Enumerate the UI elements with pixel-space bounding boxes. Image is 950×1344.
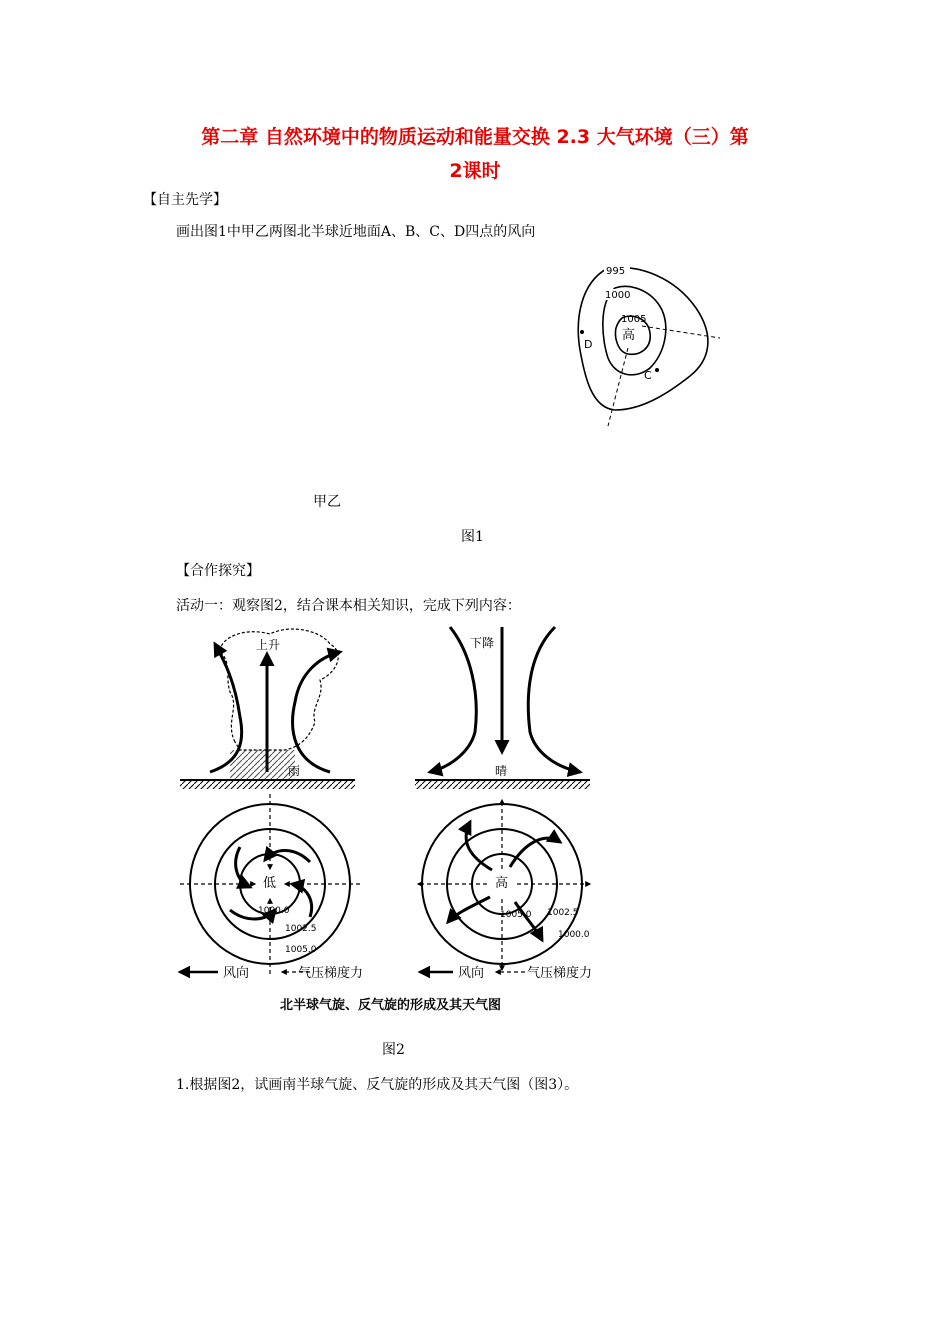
document-title [120, 120, 830, 188]
anticyclone-isobar-1: 1005.0 [500, 910, 532, 920]
figure-1-sub-labels: 甲乙 [313, 494, 341, 510]
rise-label: 上升 [256, 638, 281, 652]
isobar-label-1005: 1005 [621, 314, 647, 325]
isobar-label-995: 995 [606, 266, 626, 277]
cyclone-isobar-1: 1000.0 [258, 906, 290, 916]
figure-2-cyclone-diagram [170, 622, 620, 1022]
high-pressure-center: 高 [622, 328, 636, 343]
legend-wind-label-2: 风向 [458, 966, 485, 981]
low-pressure-center: 低 [263, 876, 277, 891]
sink-label: 下降 [470, 636, 495, 650]
legend-pgf-label: 气压梯度力 [298, 966, 364, 981]
legend-pgf-label-2: 气压梯度力 [527, 966, 593, 981]
cyclone-isobar-3: 1005.0 [285, 945, 317, 955]
cyclone-plan-view [180, 794, 360, 974]
legend-wind-label: 风向 [223, 966, 250, 981]
anticyclone-isobar-3: 1000.0 [558, 930, 590, 940]
section-heading-self-study: 【自主先学】 [143, 192, 227, 208]
anticyclone-plan-view [418, 800, 590, 970]
point-c-label: C [644, 369, 652, 382]
point-d-dot [580, 330, 584, 334]
high-pressure-center-2: 高 [495, 876, 509, 891]
rain-label: 雨 [288, 764, 301, 778]
point-c-dot [655, 368, 659, 372]
sinking-air-panel [415, 627, 590, 789]
isobar-label-1000: 1000 [605, 290, 631, 301]
figure-2-inner-caption: 北半球气旋、反气旋的形成及其天气图 [280, 998, 502, 1013]
figure-2-caption: 图2 [382, 1042, 405, 1058]
legend-left [180, 965, 363, 981]
cyclone-isobar-2: 1002.5 [285, 924, 317, 934]
point-d-label: D [584, 338, 593, 351]
title-line-1: 第二章 自然环境中的物质运动和能量交换 2.3 大气环境（三）第 [201, 126, 749, 148]
question-1: 1.根据图2，试画南半球气旋、反气旋的形成及其天气图（图3）。 [176, 1077, 579, 1093]
legend-right [420, 965, 592, 981]
title-line-2: 2课时 [449, 160, 501, 182]
figure-1-isobar-map [570, 258, 730, 428]
rising-air-panel [180, 629, 355, 789]
task-instruction: 画出图1中甲乙两图北半球近地面A、B、C、D四点的风向 [176, 224, 536, 240]
activity-instruction: 活动一：观察图2，结合课本相关知识，完成下列内容： [176, 598, 521, 614]
section-heading-cooperative: 【合作探究】 [176, 563, 260, 579]
figure-1-caption: 图1 [461, 529, 484, 545]
anticyclone-isobar-2: 1002.5 [547, 908, 579, 918]
clear-label: 晴 [495, 764, 508, 778]
